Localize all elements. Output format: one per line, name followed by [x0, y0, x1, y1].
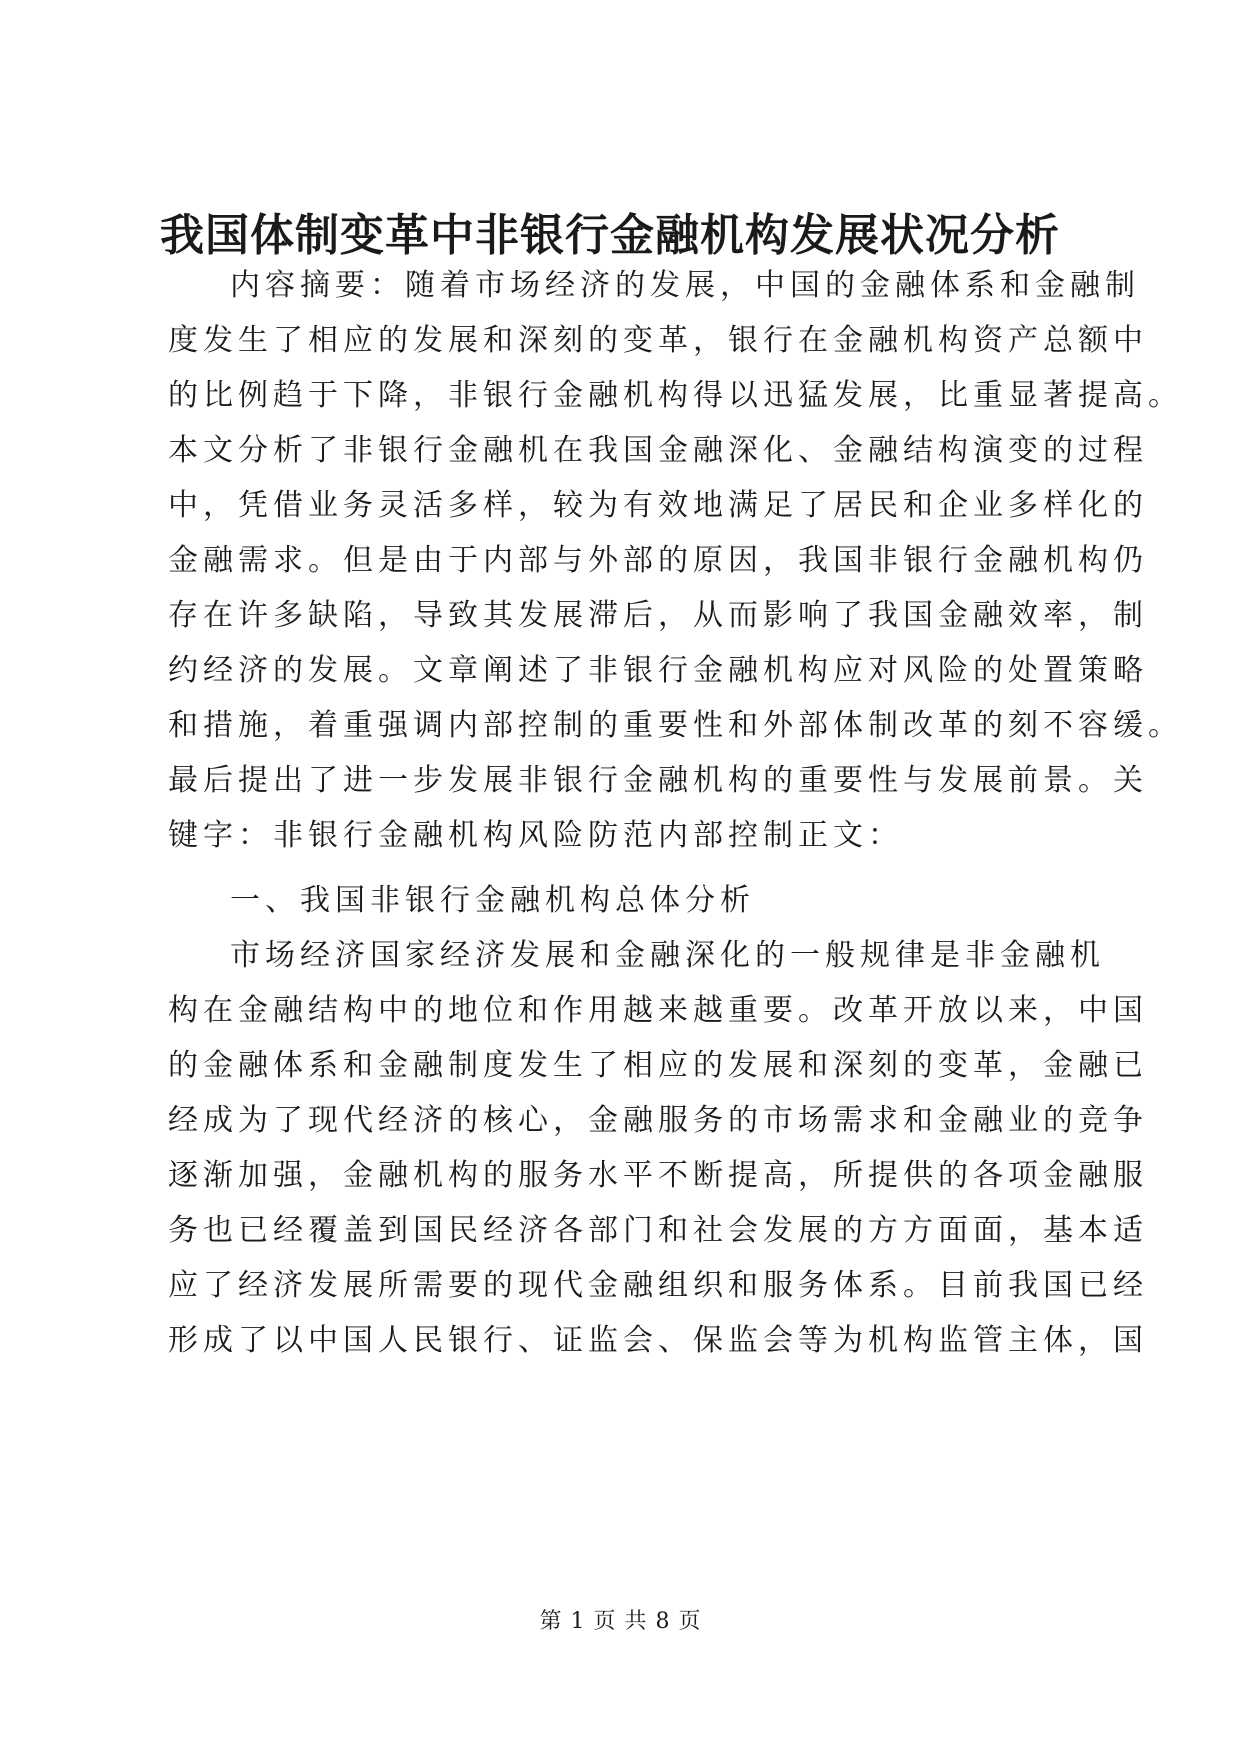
document-title: 我国体制变革中非银行金融机构发展状况分析 — [160, 210, 1060, 261]
paragraph-line: 逐渐加强，金融机构的服务水平不断提高，所提供的各项金融服 — [168, 1158, 1148, 1193]
paragraph-line: 构在金融结构中的地位和作用越来越重要。改革开放以来，中国 — [168, 993, 1148, 1028]
abstract-line: 最后提出了进一步发展非银行金融机构的重要性与发展前景。关 — [168, 763, 1148, 798]
abstract-line: 存在许多缺陷，导致其发展滞后，从而影响了我国金融效率，制 — [168, 598, 1148, 633]
abstract-line: 内容摘要：随着市场经济的发展，中国的金融体系和金融制 — [230, 268, 1140, 303]
paragraph-line: 务也已经覆盖到国民经济各部门和社会发展的方方面面，基本适 — [168, 1213, 1148, 1248]
paragraph-line: 的金融体系和金融制度发生了相应的发展和深刻的变革，金融已 — [168, 1048, 1148, 1083]
abstract-line: 金融需求。但是由于内部与外部的原因，我国非银行金融机构仍 — [168, 543, 1148, 578]
abstract-line: 约经济的发展。文章阐述了非银行金融机构应对风险的处置策略 — [168, 653, 1148, 688]
abstract-line: 的比例趋于下降，非银行金融机构得以迅猛发展，比重显著提高。 — [168, 378, 1183, 413]
paragraph-line: 形成了以中国人民银行、证监会、保监会等为机构监管主体，国 — [168, 1323, 1148, 1358]
paragraph-line: 经成为了现代经济的核心，金融服务的市场需求和金融业的竞争 — [168, 1103, 1148, 1138]
abstract-line: 本文分析了非银行金融机在我国金融深化、金融结构演变的过程 — [168, 433, 1148, 468]
section-heading: 一、我国非银行金融机构总体分析 — [230, 883, 755, 918]
abstract-line: 中，凭借业务灵活多样，较为有效地满足了居民和企业多样化的 — [168, 488, 1148, 523]
keywords-line: 键字：非银行金融机构风险防范内部控制正文： — [168, 818, 903, 853]
abstract-line: 度发生了相应的发展和深刻的变革，银行在金融机构资产总额中 — [168, 323, 1148, 358]
paragraph-line: 应了经济发展所需要的现代金融组织和服务体系。目前我国已经 — [168, 1268, 1148, 1303]
abstract-line: 和措施，着重强调内部控制的重要性和外部体制改革的刻不容缓。 — [168, 708, 1183, 743]
page-number-footer: 第 1 页 共 8 页 — [539, 1609, 702, 1634]
paragraph-line: 市场经济国家经济发展和金融深化的一般规律是非金融机 — [230, 938, 1105, 973]
